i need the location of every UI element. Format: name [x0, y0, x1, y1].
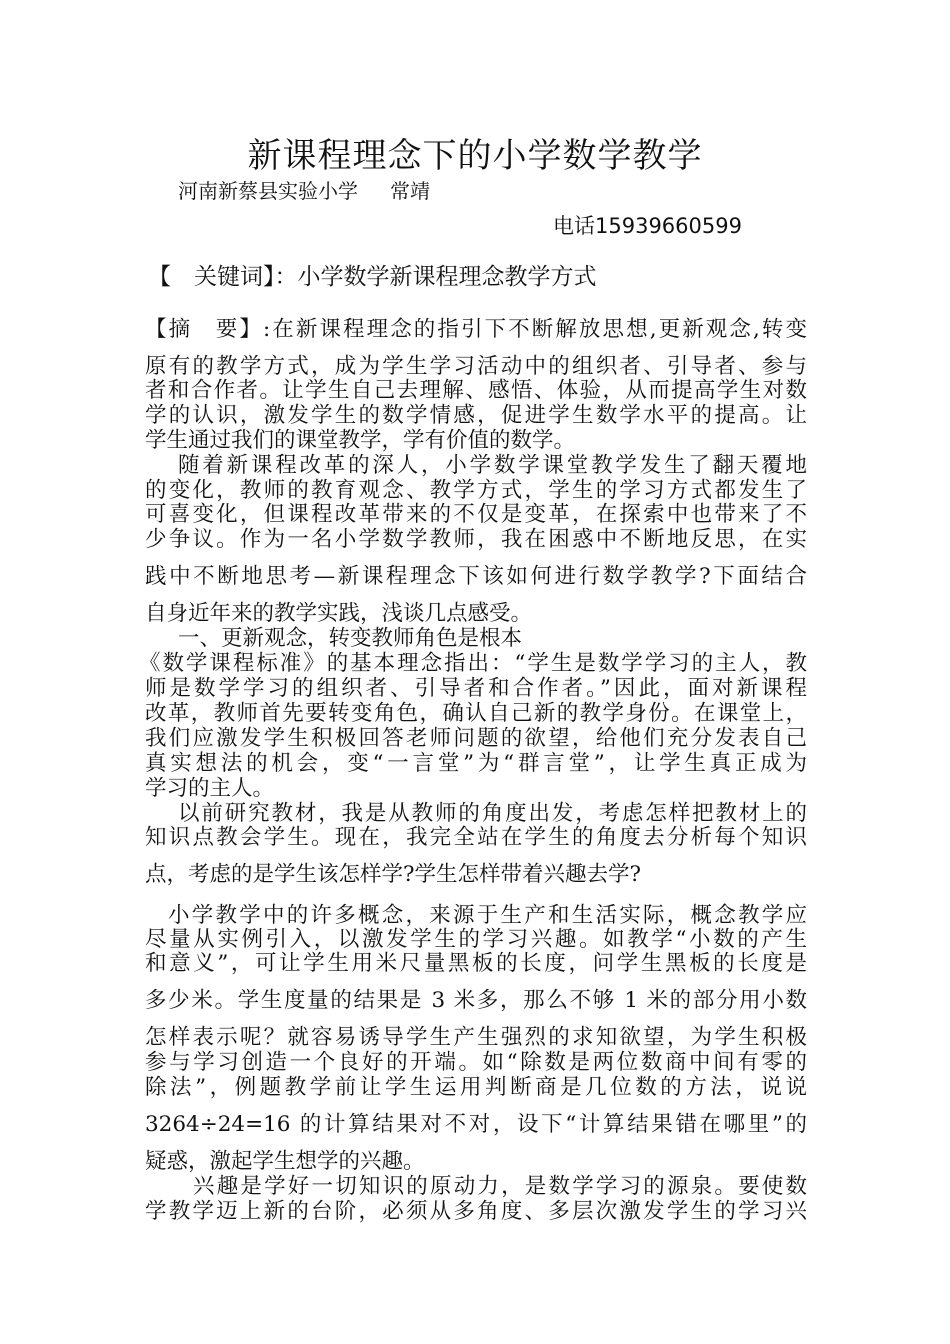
phone-number: 15939660599 [595, 214, 742, 238]
body-line: 兴趣是学好一切知识的原动力，是数学学习的源泉。要使数 [193, 1174, 807, 1199]
body-line: 改革，教师首先要转变角色，确认自己新的教学身份。在课堂上， [145, 701, 807, 726]
body-line: 随着新课程改革的深人，小学数学课堂教学发生了翻天覆地 [178, 453, 807, 478]
body-line: 学生通过我们的课堂教学，学有价值的数学。 [145, 428, 576, 453]
body-line: 除法”，例题教学前让学生运用判断商是几位数的方法，说说 [145, 1075, 807, 1100]
body-line: 疑惑，激起学生想学的兴趣。 [145, 1149, 425, 1174]
author-line [178, 175, 430, 204]
body-line: 【摘 要】:在新课程理念的指引下不断解放思想,更新观念,转变 [145, 317, 807, 342]
body-line: 怎样表示呢？就容易诱导学生产生强烈的求知欲望，为学生积极 [145, 1025, 807, 1050]
body-line: 点，考虑的是学生该怎样学?学生怎样带着兴趣去学? [145, 862, 642, 887]
body-line: 我们应激发学生积极回答老师问题的欲望，给他们充分发表自己 [145, 726, 807, 751]
body-line: 真实想法的机会，变“一言堂”为“群言堂”，让学生真正成为 [145, 751, 807, 776]
section-heading: 一、更新观念，转变教师角色是根本 [178, 626, 523, 651]
body-line: 自身近年来的教学实践，浅谈几点感受。 [145, 601, 533, 626]
body-line: 的变化，教师的教育观念、教学方式，学生的学习方式都发生了 [145, 478, 807, 503]
body-line: 学的认识，激发学生的数学情感，促进学生数学水平的提高。让 [145, 403, 807, 428]
keywords-line: 【 关键词】：小学数学新课程理念教学方式 [148, 264, 597, 290]
body-line: 3264÷24=16 的计算结果对不对，设下“计算结果错在哪里”的 [145, 1112, 807, 1137]
body-line: 师是数学学习的组织者、引导者和合作者。”因此，面对新课程 [145, 676, 807, 701]
body-line: 《数学课程标准》的基本理念指出：“学生是数学学习的主人，教 [139, 651, 807, 676]
body-line: 参与学习创造一个良好的开端。如“除数是两位数商中间有零的 [145, 1050, 807, 1075]
phone-line [553, 210, 742, 240]
author-name: 常靖 [390, 179, 430, 203]
body-line: 小学教学中的许多概念，来源于生产和生活实际，概念教学应 [168, 903, 807, 928]
body-line: 以前研究教材，我是从教师的角度出发，考虑怎样把教材上的 [178, 801, 807, 826]
body-line: 可喜变化，但课程改革带来的不仅是变革，在探索中也带来了不 [145, 502, 807, 527]
document-title: 新课程理念下的小学数学教学 [247, 136, 703, 176]
body-line: 尽量从实例引入，以激发学生的学习兴趣。如教学“小数的产生 [145, 927, 807, 952]
body-line: 者和合作者。让学生自己去理解、感悟、体验，从而提高学生对数 [145, 378, 807, 403]
body-line: 原有的教学方式，成为学生学习活动中的组织者、引导者、参与 [145, 354, 807, 379]
body-line: 践中不断地思考—新课程理念下该如何进行数学教学?下面结合 [145, 564, 807, 589]
phone-label: 电话 [553, 214, 595, 238]
body-line: 和意义”，可让学生用米尺量黑板的长度，问学生黑板的长度是 [145, 951, 807, 976]
body-line: 知识点教会学生。现在，我完全站在学生的角度去分析每个知识 [145, 825, 807, 850]
body-line: 少争议。作为一名小学数学教师，我在困惑中不断地反思，在实 [145, 527, 807, 552]
body-line: 学习的主人。 [145, 776, 275, 801]
author-school: 河南新蔡县实验小学 [178, 179, 358, 203]
body-line: 学教学迈上新的台阶，必须从多角度、多层次激发学生的学习兴 [145, 1199, 807, 1224]
body-line: 多少米。学生度量的结果是 3 米多，那么不够 1 米的部分用小数 [145, 988, 807, 1013]
